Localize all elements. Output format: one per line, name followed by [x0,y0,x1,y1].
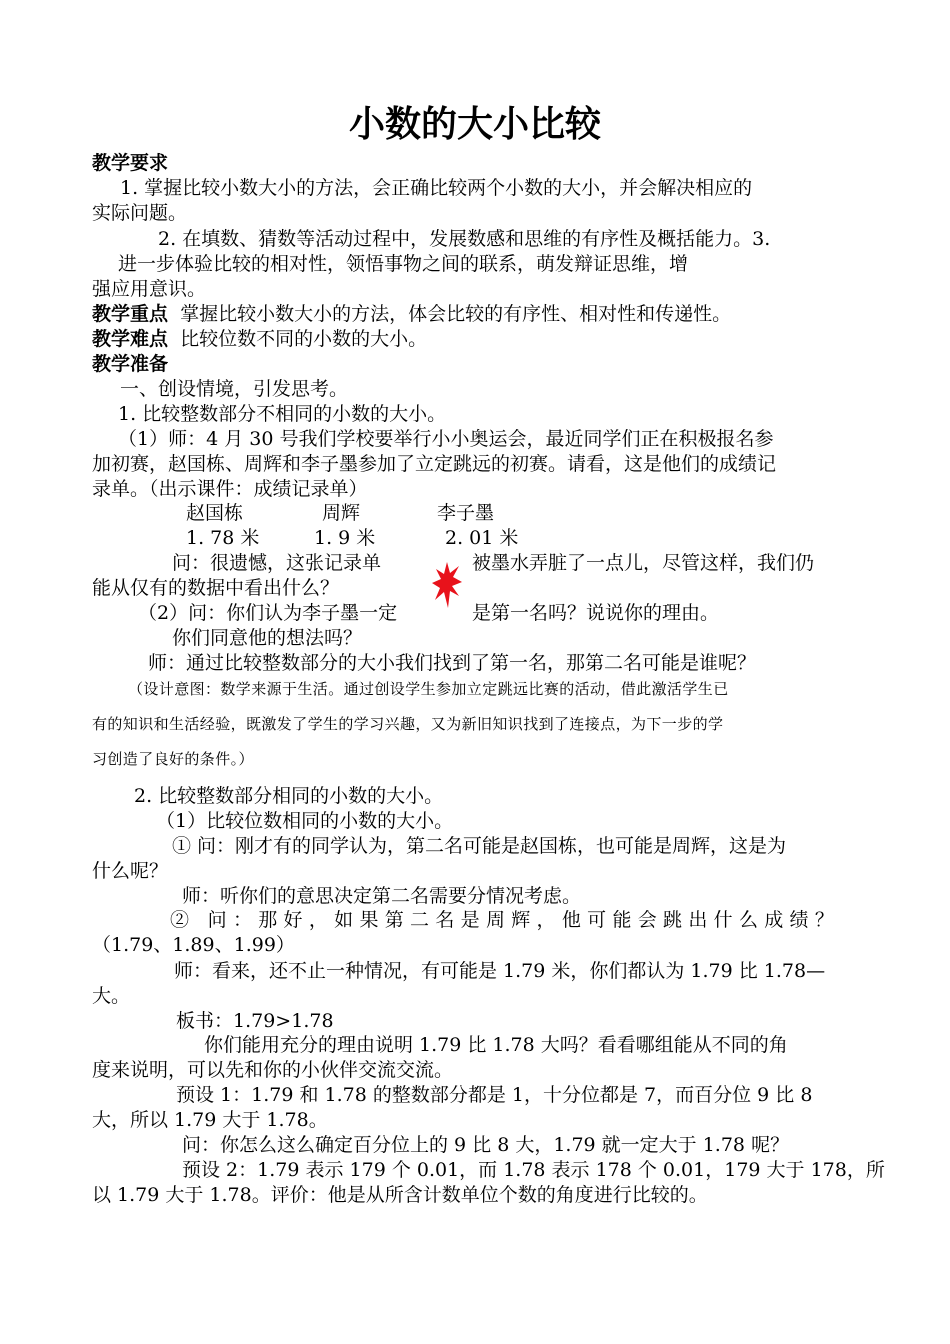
teacher-remark-1: 师：通过比较整数部分的大小我们找到了第一名，那第二名可能是谁呢？ [148,652,757,674]
item-1-line-1: ① 问：刚才有的同学认为，第二名可能是赵国栋，也可能是周辉，这是为 [172,835,787,857]
record-score-2: 1. 9 米 [314,527,376,549]
difficulty-text: 比较位数不同的小数的大小。 [180,328,428,350]
requirement-1-line-2: 实际问题。 [92,202,188,224]
preset-1-line-2: 大，所以 1.79 大于 1.78。 [92,1109,328,1131]
requirement-1-line-1: 1. 掌握比较小数大小的方法，会正确比较两个小数的大小，并会解决相应的 [120,177,753,199]
section-1-heading: 一、创设情境，引发思考。 [120,378,349,400]
question-2-line-2: 你们同意他的想法吗？ [172,627,363,649]
requirement-2-line-3: 强应用意识。 [92,278,207,300]
item-2-teacher-line-2: 大。 [92,985,131,1007]
heading-preparation: 教学准备 [92,353,169,375]
paragraph-1-line-1: （1）师：4 月 30 号我们学校要举行小小奥运会，最近同学们正在积极报名参 [118,428,774,450]
reasoning-line-2: 度来说明，可以先和你的小伙伴交流交流。 [92,1059,454,1081]
page-title: 小数的大小比较 [348,104,601,145]
key-point-text: 掌握比较小数大小的方法，体会比较的有序性、相对性和传递性。 [180,303,732,325]
paragraph-1-line-3: 录单。（出示课件：成绩记录单） [92,478,368,500]
question-2-line-1b: 是第一名吗？说说你的理由。 [472,602,720,624]
question-3: 问：你怎么这么确定百分位上的 9 比 8 大，1.79 就一定大于 1.78 呢？ [182,1134,790,1156]
item-2-line-2: （1.79、1.89、1.99） [92,934,295,956]
requirement-2-line-1: 2. 在填数、猜数等活动过程中，发展数感和思维的有序性及概括能力。3. [158,228,771,250]
heading-key-point: 教学重点 [92,303,169,325]
question-1-line-1b: 被墨水弄脏了一点儿，尽管这样，我们仍 [472,552,815,574]
record-name-3: 李子墨 [437,502,495,524]
question-1-line-2: 能从仅有的数据中看出什么？ [92,577,340,599]
item-2-teacher-line-1: 师：看来，还不止一种情况，有可能是 1.79 米，你们都认为 1.79 比 1.78— [174,960,826,982]
heading-teaching-requirements: 教学要求 [92,152,169,174]
paragraph-1-line-2: 加初赛，赵国栋、周辉和李子墨参加了立定跳远的初赛。请看，这是他们的成绩记 [92,453,777,475]
section-1-2-1-heading: （1）比较位数相同的小数的大小。 [156,810,454,832]
section-1-2-heading: 2. 比较整数部分相同的小数的大小。 [134,785,444,807]
record-score-1: 1. 78 米 [186,527,260,549]
question-1-line-1a: 问：很遗憾，这张记录单 [172,552,382,574]
record-name-2: 周辉 [322,502,361,524]
item-2-line-1: ② 问：那好，如果第二名是周辉，他可能会跳出什么成绩？ [170,909,841,931]
requirement-2-line-2: 进一步体验比较的相对性，领悟事物之间的联系，萌发辩证思维，增 [118,253,689,275]
question-2-line-1a: （2）问：你们认为李子墨一定 [138,602,398,624]
design-note-line-3: 习创造了良好的条件。） [92,750,254,768]
section-1-1-heading: 1. 比较整数部分不相同的小数的大小。 [118,403,447,425]
record-name-1: 赵国栋 [186,502,244,524]
preset-2-line-1: 预设 2：1.79 表示 179 个 0.01，而 1.78 表示 178 个 0.01，179 大于 178，所 [182,1159,885,1181]
item-1-teacher: 师：听你们的意思决定第二名需要分情况考虑。 [182,885,582,907]
preset-1-line-1: 预设 1：1.79 和 1.78 的整数部分都是 1，十分位都是 7，而百分位 9 比 8 [176,1084,813,1106]
reasoning-line-1: 你们能用充分的理由说明 1.79 比 1.78 大吗？看看哪组能从不同的角 [204,1034,788,1056]
heading-difficulty: 教学难点 [92,328,169,350]
design-note-line-2: 有的知识和生活经验，既激发了学生的学习兴趣，又为新旧知识找到了连接点，为下一步的学 [92,715,724,733]
design-note-line-1: （设计意图：数学来源于生活。通过创设学生参加立定跳远比赛的活动，借此激活学生已 [128,680,729,698]
ink-splash-icon [432,562,462,608]
item-1-line-2: 什么呢？ [92,860,169,882]
record-score-3: 2. 01 米 [445,527,519,549]
key-point-row [92,301,731,327]
board-writing: 板书：1.79>1.78 [176,1010,334,1032]
preset-2-line-2: 以 1.79 大于 1.78。评价：他是从所含计数单位个数的角度进行比较的。 [92,1184,708,1206]
difficulty-row [92,326,427,352]
